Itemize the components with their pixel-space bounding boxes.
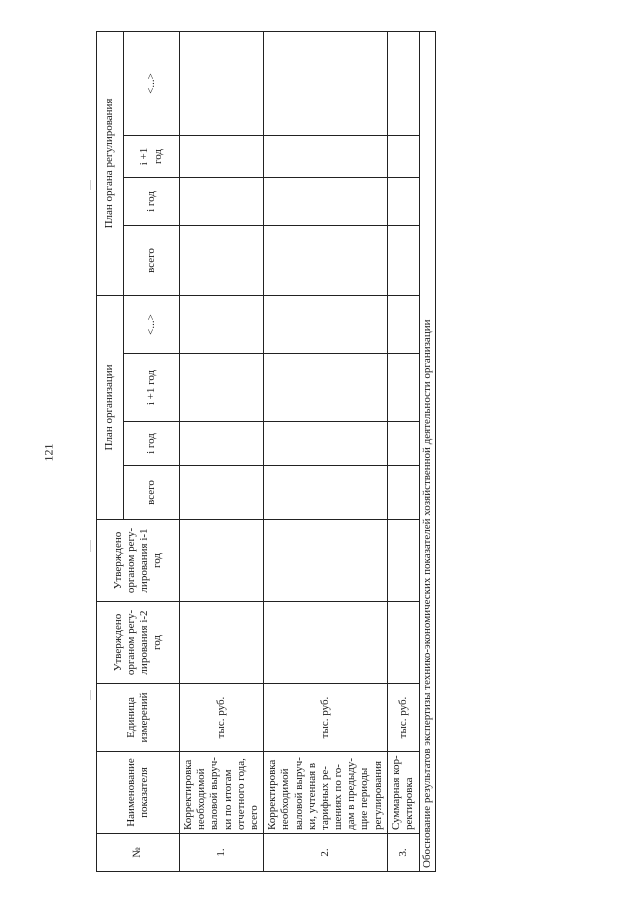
header-name: Наименование показателя <box>97 752 180 834</box>
adjustment-table <box>96 31 436 872</box>
justification-note: Обоснование результатов экспертизы технико-экономических показателей хозяйственной деятельности организации <box>419 31 435 871</box>
header-reg-total: всего <box>124 225 180 295</box>
header-org-year-i: i год <box>124 422 180 466</box>
rotated-table-sheet <box>96 32 433 872</box>
row-name: Суммарная кор-ректировка <box>387 752 419 834</box>
table-row <box>180 31 264 871</box>
page-number: 121 <box>41 443 56 462</box>
header-approved-i2: Утверждено органом регу-лирования i-2 год <box>97 602 180 684</box>
header-reg-plan: План органа регулирования <box>97 31 124 295</box>
header-reg-year-i: i год <box>124 177 180 225</box>
row-name: Корректировка необходимой валовой выруч-ки по итогам отчетного года, всего <box>180 752 264 834</box>
header-org-total: всего <box>124 466 180 520</box>
row-unit: тыс. руб. <box>264 684 388 752</box>
header-unit: Единица измерений <box>97 684 180 752</box>
row-name: Корректировка необходимой валовой выруч-ки, учтенная в тарифных ре-шениях по го-дам в предыду-щие периоды регулирования <box>264 752 388 834</box>
table-row <box>387 31 419 871</box>
table-row <box>264 31 388 871</box>
scan-mark <box>90 690 91 700</box>
header-num: № <box>97 834 180 872</box>
header-approved-i1: Утверждено органом регу-лирования i-1 год <box>97 520 180 602</box>
header-reg-etc: <...> <box>124 31 180 135</box>
scan-mark <box>90 540 91 552</box>
scan-mark <box>90 180 91 190</box>
header-reg-year-i1: i +1 год <box>124 135 180 177</box>
row-unit: тыс. руб. <box>387 684 419 752</box>
header-org-etc: <...> <box>124 295 180 353</box>
header-org-year-i1: i +1 год <box>124 354 180 422</box>
row-num: 3. <box>387 834 419 872</box>
row-unit: тыс. руб. <box>180 684 264 752</box>
row-num: 1. <box>180 834 264 872</box>
header-org-plan: План организации <box>97 295 124 519</box>
row-num: 2. <box>264 834 388 872</box>
